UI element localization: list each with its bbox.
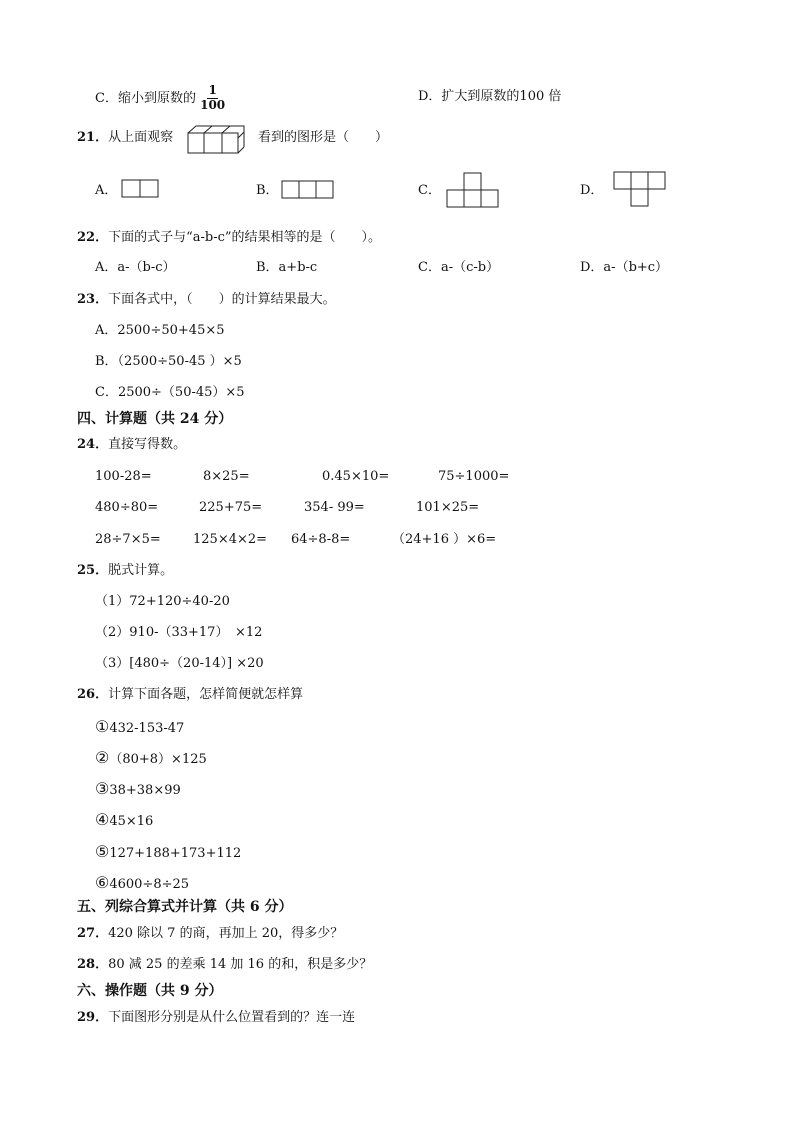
q21-option-c-label: C． xyxy=(418,183,441,198)
q23-stem: 23．下面各式中，（ ）的计算结果最大。 xyxy=(77,292,336,307)
q22-option-a: A．a-（b-c） xyxy=(95,260,176,275)
q24-item: 480÷80= xyxy=(95,500,159,515)
circled-number: ① xyxy=(95,717,110,736)
q24-item: 75÷1000= xyxy=(438,469,510,484)
q26-item: ⑥4600÷8÷25 xyxy=(95,873,190,892)
q20-option-d: D．扩大到原数的100 倍 xyxy=(418,89,562,104)
q22-option-c: C．a-（c-b） xyxy=(418,260,500,275)
q24-item: 8×25= xyxy=(203,469,250,484)
circled-number: ④ xyxy=(95,810,110,829)
circled-number: ② xyxy=(95,748,110,767)
q26-item: ④45×16 xyxy=(95,810,154,829)
q27-stem: 27．420 除以 7 的商，再加上 20，得多少？ xyxy=(77,926,344,941)
q26-item: ①432-153-47 xyxy=(95,717,185,736)
q21-option-a-figure xyxy=(121,179,161,199)
q21-option-a-label: A． xyxy=(95,183,118,198)
q28-stem: 28．80 减 25 的差乘 14 加 16 的和，积是多少？ xyxy=(77,957,373,972)
q24-item: 28÷7×5= xyxy=(95,532,161,547)
q24-item: 101×25= xyxy=(416,500,480,515)
q25-item: （3）[480÷（20-14）] ×20 xyxy=(95,656,264,671)
fraction-numerator: 1 xyxy=(208,83,217,97)
q21-option-c-figure xyxy=(445,171,503,211)
circled-number: ⑥ xyxy=(95,873,110,892)
fraction-denominator: 100 xyxy=(200,97,226,112)
fraction-one-hundredth xyxy=(200,84,225,113)
circled-number: ⑤ xyxy=(95,842,110,861)
q21-number: 21．从上面观察 xyxy=(77,130,174,145)
q21-option-d-figure xyxy=(612,170,670,210)
q23-option-c: C．2500÷（50-45）×5 xyxy=(95,385,245,400)
q25-item: （1）72+120÷40-20 xyxy=(95,594,230,609)
q24-item: 354- 99= xyxy=(304,500,365,515)
q20-option-c-text: C．缩小到原数的 xyxy=(95,90,196,106)
q21-solid-figure xyxy=(186,123,250,155)
q24-item: 64÷8-8= xyxy=(291,532,351,547)
q26-item: ②（80+8）×125 xyxy=(95,748,207,767)
q25-stem: 25．脱式计算。 xyxy=(77,563,174,578)
q21-suffix: 看到的图形是（ ） xyxy=(258,130,389,145)
q24-item: 0.45×10= xyxy=(322,469,390,484)
q21-option-b-figure xyxy=(281,180,337,200)
q26-item: ⑤127+188+173+112 xyxy=(95,842,242,861)
section6-title: 六、操作题（共 9 分） xyxy=(77,983,223,999)
q21-prefix: 从上面观察 xyxy=(108,130,174,145)
q23-option-b: B．（2500÷50-45 ）×5 xyxy=(95,354,242,369)
q24-item: 100-28= xyxy=(95,469,152,484)
q22-option-d: D．a-（b+c） xyxy=(580,260,669,275)
circled-number: ③ xyxy=(95,779,110,798)
q21-option-b-label: B． xyxy=(256,183,279,198)
q24-stem: 24．直接写得数。 xyxy=(77,437,187,452)
section5-title: 五、列综合算式并计算（共 6 分） xyxy=(77,899,293,915)
q26-item: ③38+38×99 xyxy=(95,779,181,798)
section4-title: 四、计算题（共 24 分） xyxy=(77,411,233,427)
q25-item: （2）910-（33+17） ×12 xyxy=(95,625,263,640)
q24-item: 125×4×2= xyxy=(193,532,268,547)
q21-option-d-label: D． xyxy=(580,183,604,198)
q24-item: 225+75= xyxy=(199,500,263,515)
q22-option-b: B．a+b-c xyxy=(256,260,318,275)
q23-option-a: A．2500÷50+45×5 xyxy=(95,323,225,338)
q26-stem: 26．计算下面各题，怎样简便就怎样算 xyxy=(77,687,304,702)
q29-stem: 29．下面图形分别是从什么位置看到的？连一连 xyxy=(77,1010,356,1025)
q20-option-c xyxy=(95,84,225,113)
q22-stem: 22．下面的式子与“a-b-c”的结果相等的是（ ）。 xyxy=(77,230,382,245)
q24-item: （24+16 ）×6= xyxy=(392,532,497,547)
